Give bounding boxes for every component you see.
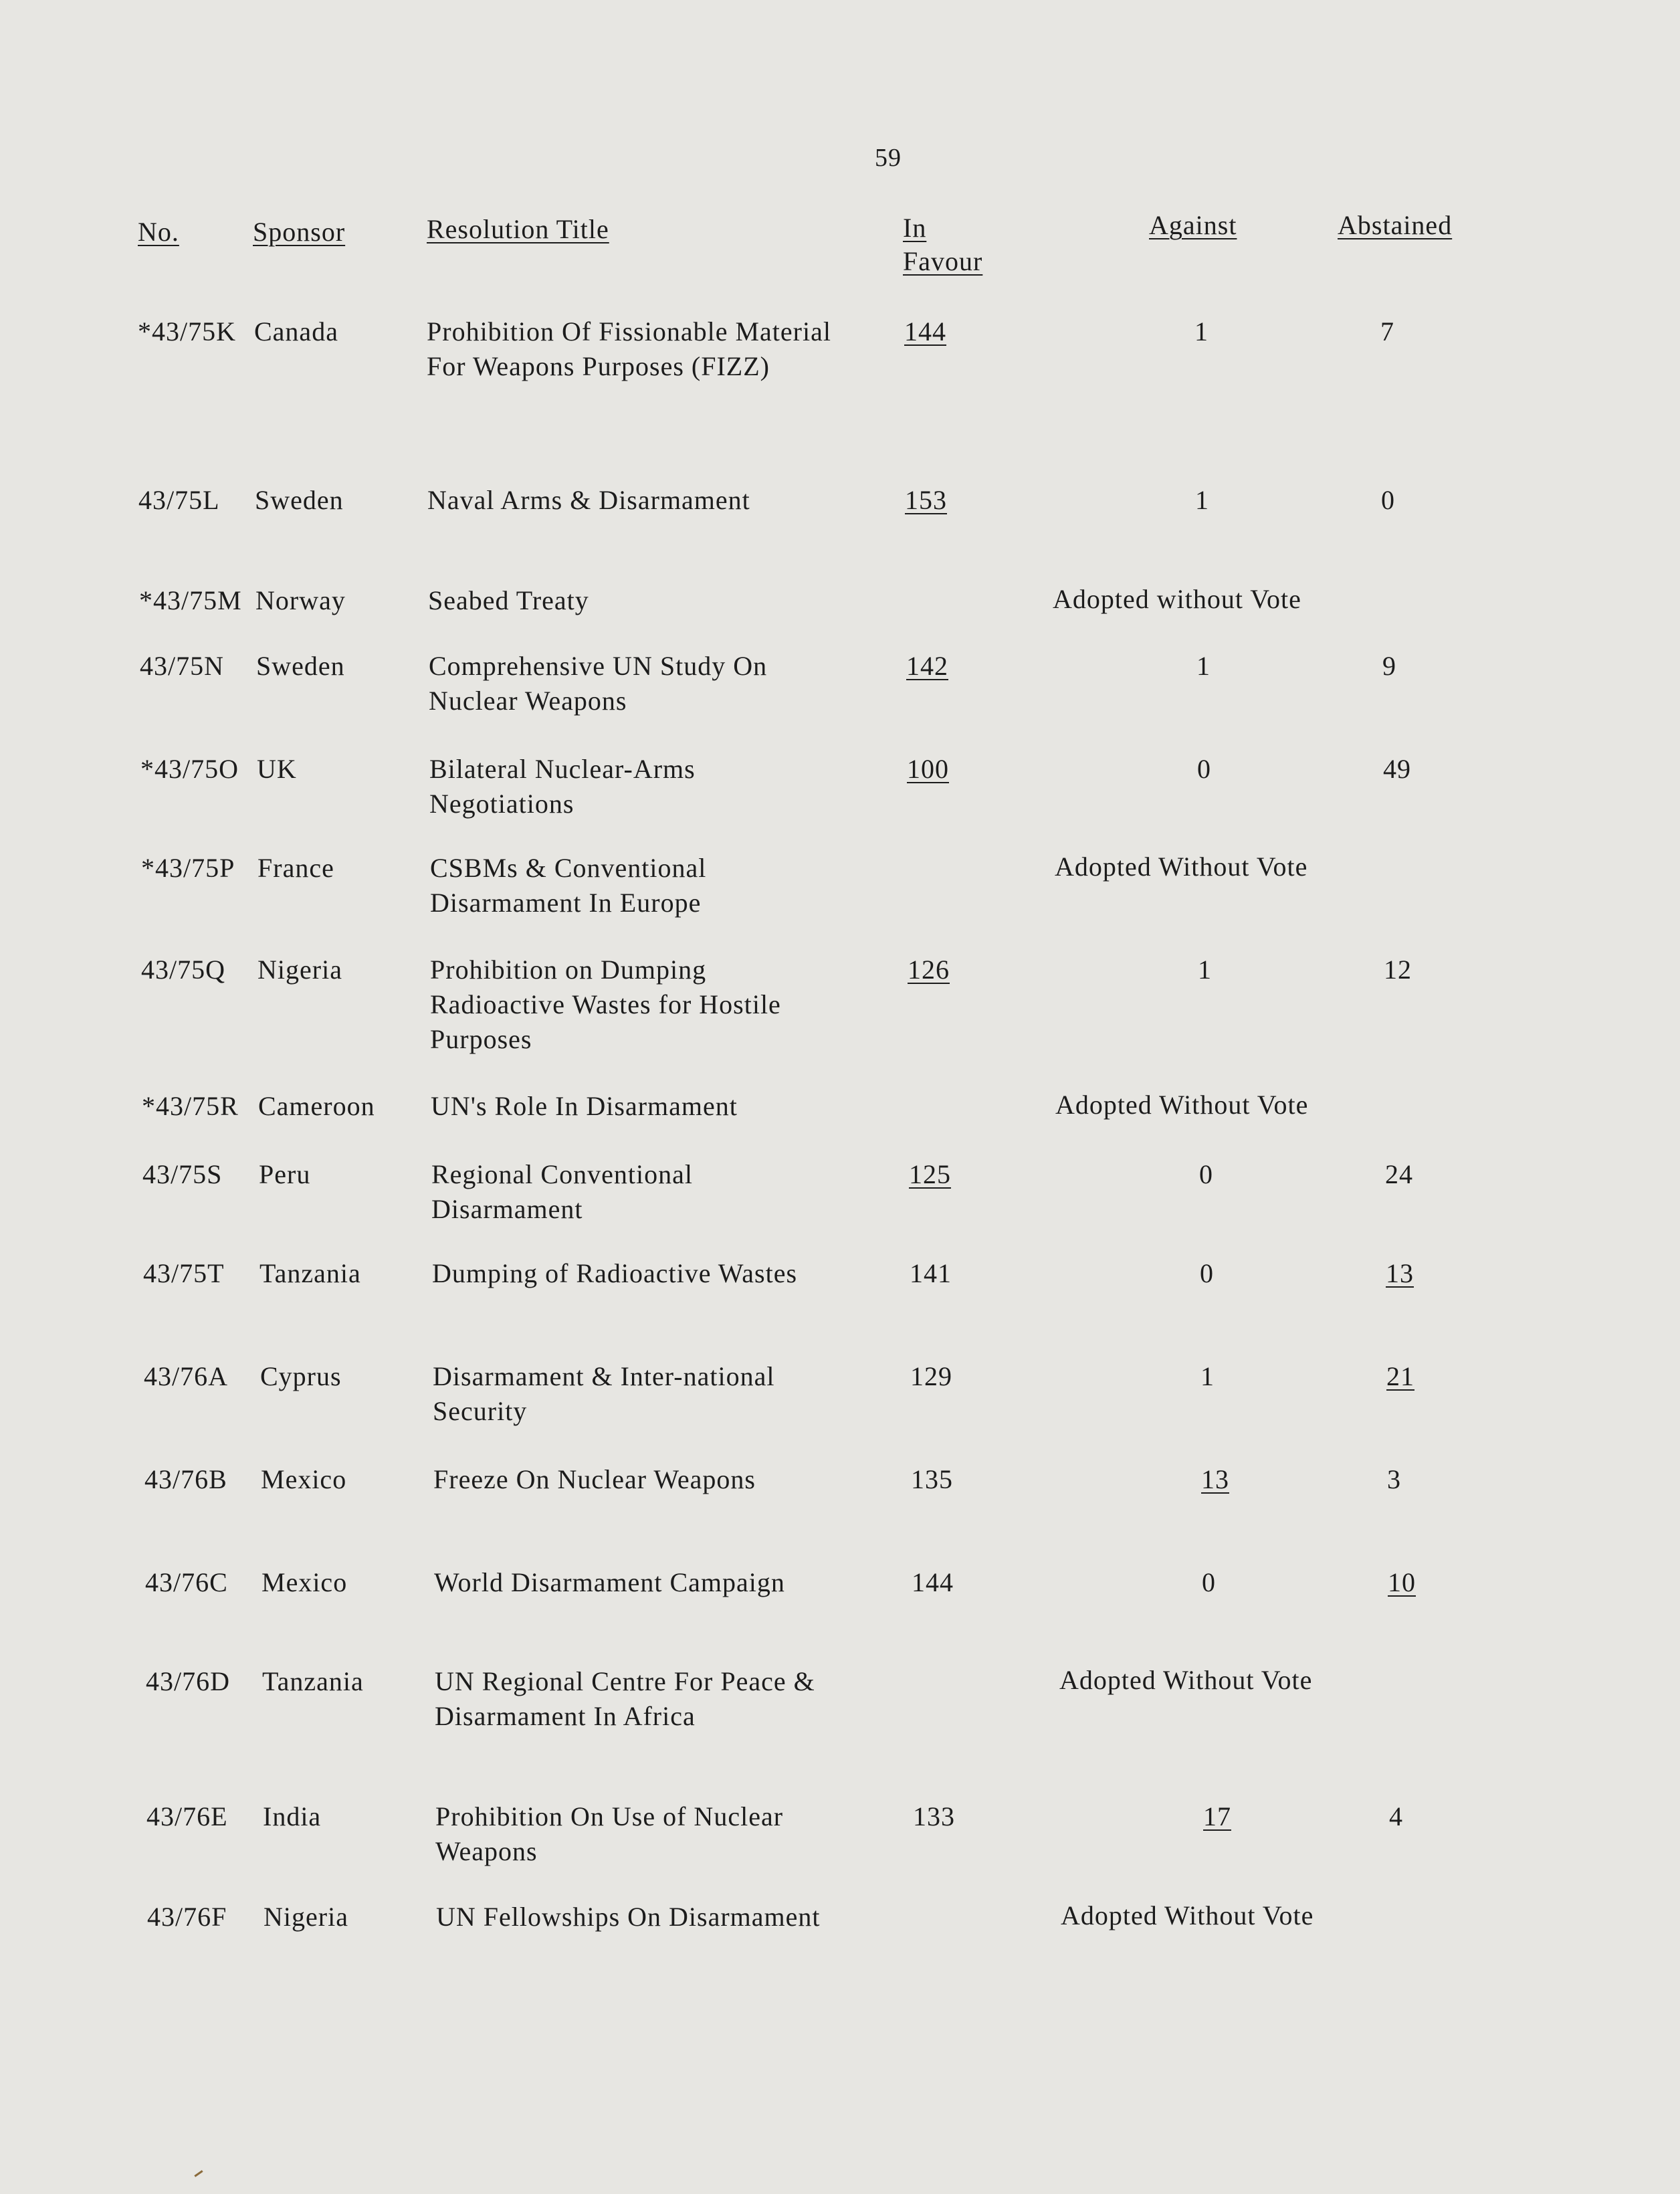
sponsor: India <box>263 1801 322 1831</box>
votes-in-favour: 153 <box>905 485 947 515</box>
resolution-title: Prohibition Of Fissionable Material For Weapons Purposes (FIZZ) <box>427 316 831 381</box>
resolution-number: 43/76E <box>146 1801 228 1831</box>
page-number: 59 <box>875 144 902 172</box>
sponsor: UK <box>257 754 297 784</box>
adopted-without-vote: Adopted Without Vote <box>1055 1090 1309 1120</box>
votes-in-favour: 126 <box>908 955 950 985</box>
resolution-number: *43/75R <box>142 1091 239 1121</box>
header-sponsor: Sponsor <box>253 217 346 247</box>
votes-against: 0 <box>1197 754 1211 784</box>
votes-abstained: 7 <box>1380 316 1394 346</box>
header-abstained: Abstained <box>1338 210 1453 240</box>
votes-abstained: 3 <box>1387 1464 1401 1494</box>
resolution-title: Seabed Treaty <box>428 585 589 615</box>
votes-against: 0 <box>1199 1159 1213 1189</box>
resolution-title: Regional Conventional Disarmament <box>431 1159 693 1224</box>
resolution-title: Dumping of Radioactive Wastes <box>432 1258 798 1288</box>
resolution-number: 43/75Q <box>141 955 225 985</box>
resolution-number: 43/75L <box>138 485 220 515</box>
votes-abstained: 12 <box>1384 955 1412 985</box>
resolution-title: UN Fellowships On Disarmament <box>436 1902 821 1932</box>
resolution-number: 43/75T <box>143 1258 225 1288</box>
sponsor: Mexico <box>261 1464 347 1494</box>
sponsor: Nigeria <box>264 1902 348 1932</box>
adopted-without-vote: Adopted without Vote <box>1053 584 1301 614</box>
adopted-without-vote: Adopted Without Vote <box>1055 852 1308 882</box>
sponsor: Cyprus <box>260 1361 342 1391</box>
resolution-title: World Disarmament Campaign <box>434 1567 785 1597</box>
ink-mark <box>194 2170 203 2177</box>
sponsor: Sweden <box>255 485 344 515</box>
votes-against: 1 <box>1200 1361 1215 1391</box>
header-against: Against <box>1149 210 1237 240</box>
sponsor: Tanzania <box>259 1258 361 1288</box>
votes-against: 13 <box>1201 1464 1229 1494</box>
resolution-title: Naval Arms & Disarmament <box>427 485 750 515</box>
votes-against: 1 <box>1194 316 1209 346</box>
resolution-title: Disarmament & Inter-national Security <box>433 1361 775 1426</box>
resolution-title: Bilateral Nuclear-Arms Negotiations <box>429 754 696 819</box>
header-in-favour: In Favour <box>903 213 983 276</box>
votes-in-favour: 129 <box>910 1361 952 1391</box>
votes-abstained: 10 <box>1388 1567 1416 1597</box>
resolution-number: *43/75P <box>141 853 235 883</box>
resolution-number: 43/75S <box>142 1159 223 1189</box>
votes-in-favour: 135 <box>911 1464 953 1494</box>
resolution-number: *43/75M <box>139 585 242 615</box>
votes-abstained: 24 <box>1385 1159 1413 1189</box>
sponsor: France <box>257 853 334 883</box>
adopted-without-vote: Adopted Without Vote <box>1059 1665 1313 1695</box>
resolution-number: 43/76D <box>146 1666 230 1696</box>
sponsor: Tanzania <box>262 1666 364 1696</box>
resolution-number: 43/76C <box>145 1567 228 1597</box>
votes-in-favour: 100 <box>907 754 949 784</box>
resolution-number: 43/76B <box>144 1464 227 1494</box>
votes-in-favour: 133 <box>913 1801 955 1831</box>
resolution-title: UN's Role In Disarmament <box>431 1091 738 1121</box>
resolution-number: *43/75O <box>140 754 239 784</box>
votes-abstained: 9 <box>1382 651 1396 681</box>
resolution-number: *43/75K <box>138 316 236 346</box>
votes-in-favour: 142 <box>906 651 948 681</box>
resolution-number: 43/76F <box>147 1902 227 1932</box>
votes-abstained: 49 <box>1383 754 1411 784</box>
votes-abstained: 13 <box>1386 1258 1414 1288</box>
sponsor: Cameroon <box>258 1091 375 1121</box>
header-no: No. <box>138 217 179 247</box>
resolution-number: 43/76A <box>144 1361 228 1391</box>
votes-abstained: 0 <box>1381 485 1395 515</box>
resolution-title: UN Regional Centre For Peace & Disarmament In Africa <box>435 1666 815 1731</box>
sponsor: Canada <box>254 316 338 346</box>
votes-against: 1 <box>1196 651 1211 681</box>
resolution-title: Prohibition on Dumping Radioactive Wastes for Hostile Purposes <box>430 955 781 1054</box>
votes-in-favour: 125 <box>909 1159 951 1189</box>
resolution-title: Freeze On Nuclear Weapons <box>433 1464 756 1494</box>
votes-against: 17 <box>1203 1801 1231 1831</box>
sponsor: Peru <box>259 1159 311 1189</box>
votes-in-favour: 141 <box>910 1258 952 1288</box>
votes-against: 0 <box>1200 1258 1214 1288</box>
votes-abstained: 4 <box>1389 1801 1403 1831</box>
votes-in-favour: 144 <box>912 1567 954 1597</box>
resolution-title: CSBMs & Conventional Disarmament In Europe <box>430 853 707 918</box>
votes-in-favour: 144 <box>904 316 946 346</box>
votes-abstained: 21 <box>1386 1361 1414 1391</box>
sponsor: Norway <box>255 585 346 615</box>
resolution-title: Prohibition On Use of Nuclear Weapons <box>435 1801 784 1866</box>
votes-against: 1 <box>1198 955 1212 985</box>
adopted-without-vote: Adopted Without Vote <box>1061 1900 1314 1930</box>
resolution-number: 43/75N <box>140 651 224 681</box>
votes-against: 1 <box>1195 485 1209 515</box>
sponsor: Sweden <box>256 651 345 681</box>
header-resolution-title: Resolution Title <box>427 214 609 244</box>
resolution-title: Comprehensive UN Study On Nuclear Weapons <box>429 651 768 716</box>
votes-against: 0 <box>1202 1567 1216 1597</box>
sponsor: Mexico <box>261 1567 348 1597</box>
sponsor: Nigeria <box>257 955 342 985</box>
